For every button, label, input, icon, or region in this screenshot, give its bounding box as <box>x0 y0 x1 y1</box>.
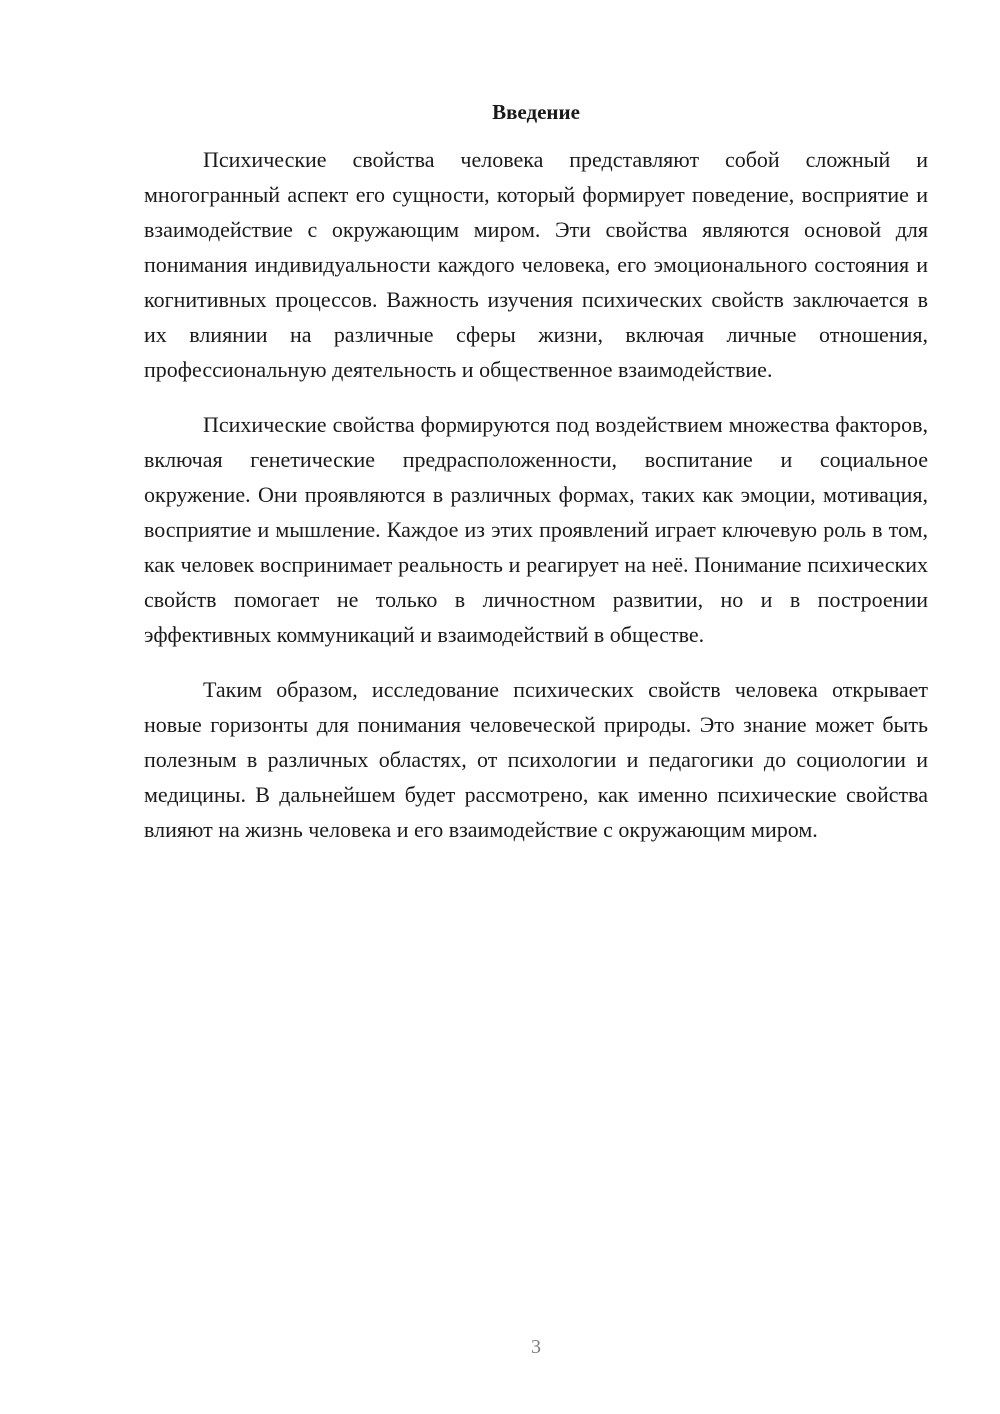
paragraph-2: Психические свойства формируются под воздействием множества факторов, включая генетические предрасположенности, воспитание и социальное окружение. Они проявляются в различных формах, таких как эмоции, мотивация, восприятие и мышление. Каждое из этих проявлений играет ключевую роль в том, как человек воспринимает реальность и реагирует на неё. Понимание психических свойств помогает не только в личностном развитии, но и в построении эффективных коммуникаций и взаимодействий в обществе. <box>144 412 928 647</box>
paragraph-3: Таким образом, исследование психических свойств человека открывает новые горизонты для понимания человеческой природы. Это знание может быть полезным в различных областях, от психологии и педагогики до социологии и медицины. В дальнейшем будет рассмотрено, как именно психические свойства влияют на жизнь человека и его взаимодействие с окружающим миром. <box>144 677 928 842</box>
page-number: 3 <box>531 1336 541 1358</box>
paragraph-1: Психические свойства человека представляют собой сложный и многогранный аспект его сущности, который формирует поведение, восприятие и взаимодействие с окружающим миром. Эти свойства являются основой для понимания индивидуальности каждого человека, его эмоционального состояния и когнитивных процессов. Важность изучения психических свойств заключается в их влиянии на различные сферы жизни, включая личные отношения, профессиональную деятельность и общественное взаимодействие. <box>144 147 928 382</box>
body-text <box>144 142 928 867</box>
page-title: Введение <box>492 100 580 124</box>
